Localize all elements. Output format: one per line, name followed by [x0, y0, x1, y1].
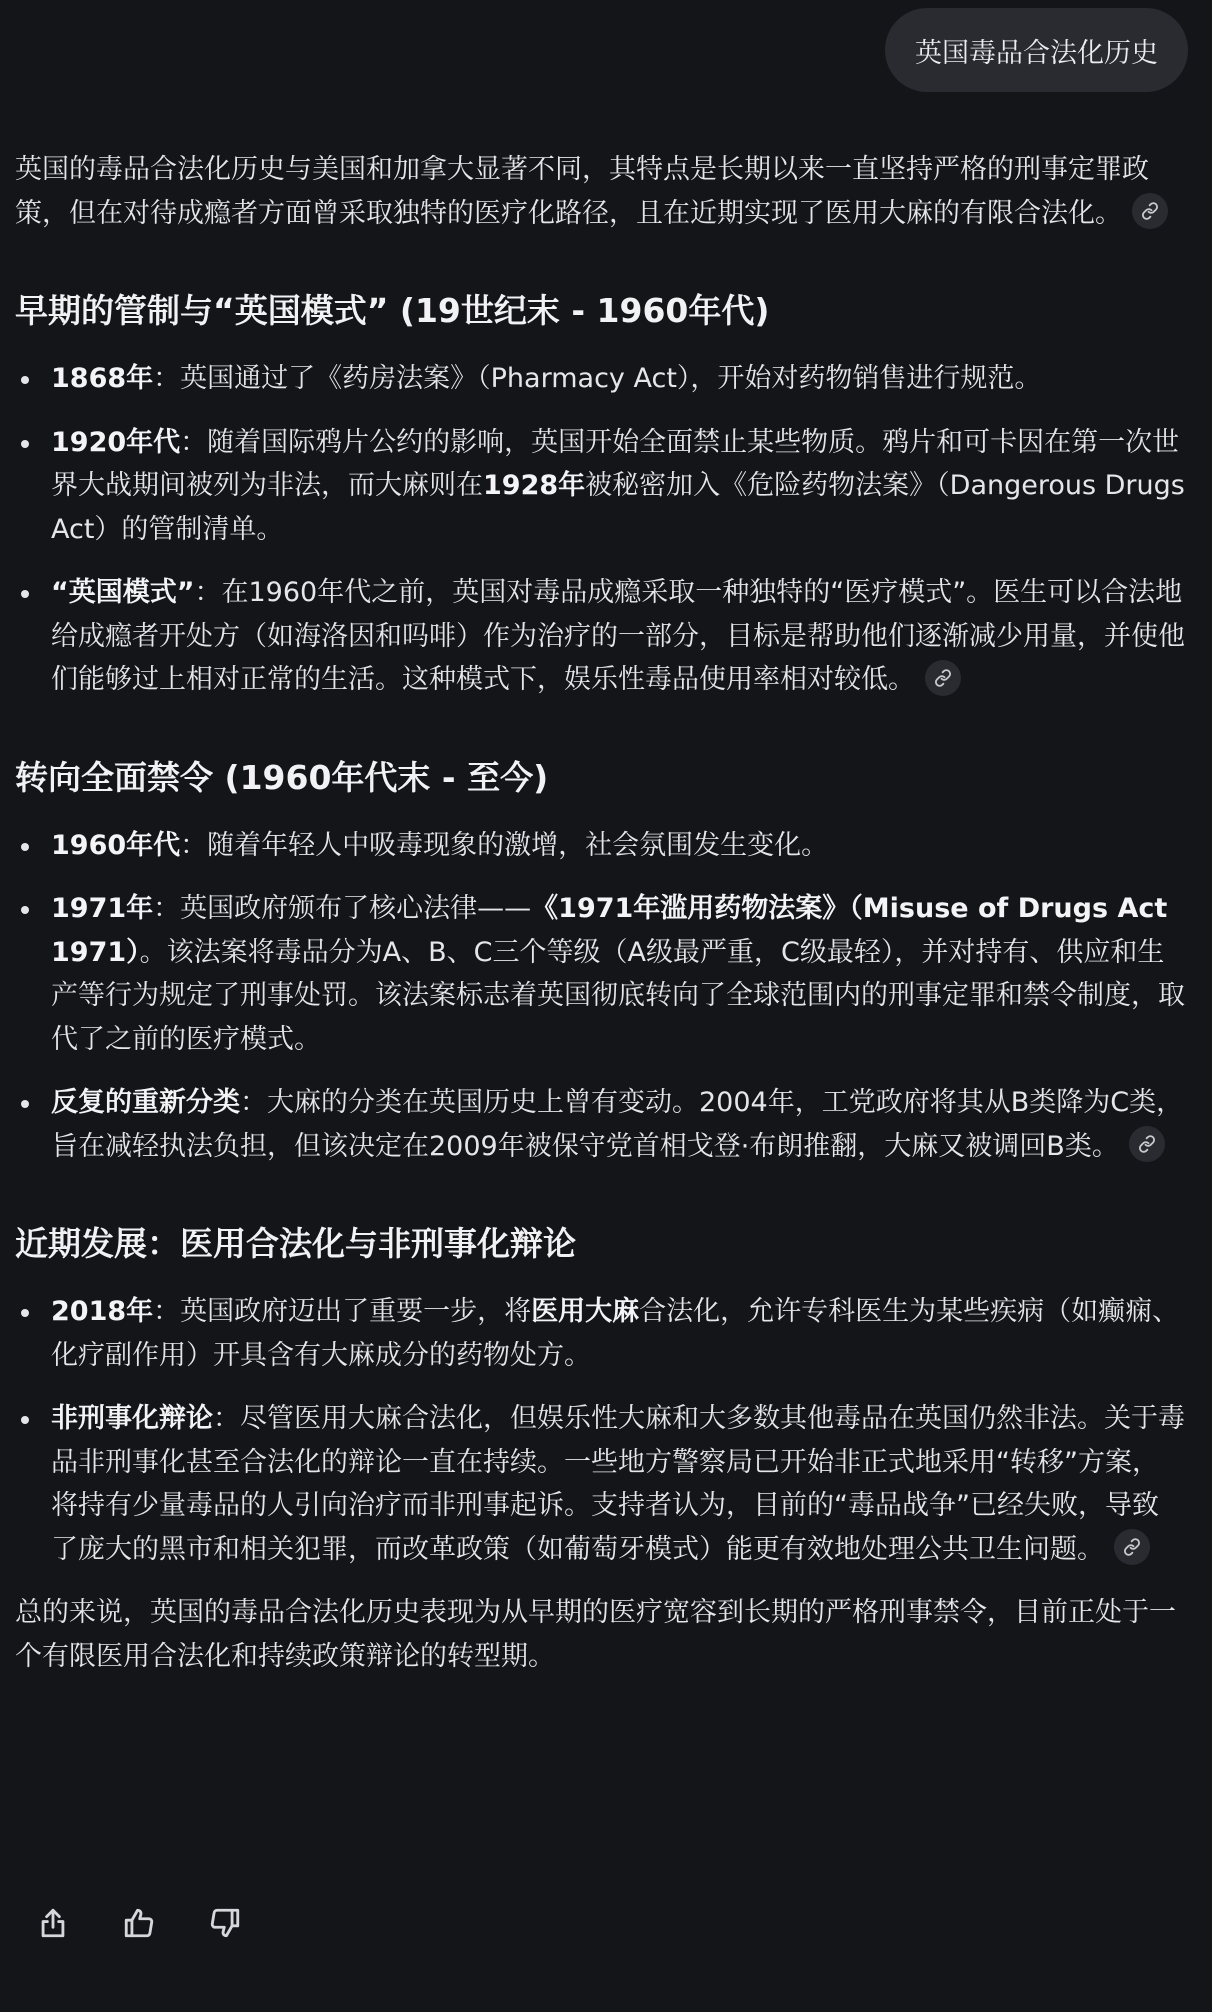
share-button[interactable] — [30, 1900, 76, 1946]
item-bold-text: 1928年 — [483, 470, 586, 501]
section-list-prohibition — [15, 824, 1185, 1169]
link-icon — [1123, 1538, 1141, 1556]
list-item — [15, 1081, 1185, 1168]
item-text: 被秘密加入《危险药物法案》（Dangerous Drugs Act）的管制清单。 — [51, 470, 1185, 545]
list-item — [15, 1397, 1185, 1571]
answer-conclusion: 总的来说，英国的毒品合法化历史表现为从早期的医疗宽容到长期的严格刑事禁令，目前正处于一个有限医用合法化和持续政策辩论的转型期。 — [15, 1597, 1176, 1672]
section-list-recent — [15, 1290, 1185, 1571]
item-separator: ： — [153, 893, 181, 924]
link-icon — [1141, 202, 1159, 220]
section-heading-early: 早期的管制与“英国模式” (19世纪末 - 1960年代) — [15, 291, 770, 330]
section-heading-prohibition: 转向全面禁令 (1960年代末 - 至今) — [15, 757, 549, 797]
item-separator: ： — [240, 1087, 267, 1118]
item-text: 随着国际鸦片公约的影响，英国开始全面禁止某些物质。鸦片和可卡因在第一次世界大战期间被列为非法，而大麻则在 — [51, 426, 1180, 501]
item-separator: ： — [213, 1403, 240, 1434]
item-separator: ： — [180, 829, 208, 861]
item-separator: ： — [194, 577, 222, 608]
source-link-button[interactable] — [1114, 1529, 1150, 1565]
source-link-button[interactable] — [1129, 1126, 1165, 1162]
list-item — [15, 824, 1185, 868]
link-icon — [934, 669, 952, 687]
thumbs-up-icon — [122, 1906, 156, 1940]
list-item — [15, 1290, 1185, 1377]
item-term: 非刑事化辩论 — [51, 1403, 213, 1434]
message-actions — [30, 1900, 248, 1946]
list-item — [15, 571, 1185, 702]
item-term: “英国模式” — [51, 577, 195, 608]
item-text: 合法化，允许专科医生为某些疾病（如癫痫、化疗副作用）开具含有大麻成分的药物处方。 — [51, 1296, 1180, 1371]
assistant-answer — [15, 148, 1185, 1678]
item-text: 在1960年代之前，英国对毒品成瘾采取一种独特的“医疗模式”。医生可以合法地给成瘾者开处方（如海洛因和吗啡）作为治疗的一部分，目标是帮助他们逐渐减少用量，并使他们能够过上相对正常的生活。这种模式下，娱乐性毒品使用率相对较低。 — [51, 577, 1185, 695]
item-term: 1960年代 — [51, 829, 181, 861]
section-list-early — [15, 357, 1185, 702]
item-bold-text: 医用大麻 — [531, 1296, 640, 1327]
answer-intro — [15, 148, 1185, 235]
item-term: 2018年 — [51, 1296, 154, 1327]
item-term: 1868年 — [51, 363, 154, 394]
item-text: 。该法案将毒品分为A、B、C三个等级（A级最严重，C级最轻），并对持有、供应和生产等行为规定了刑事处罚。该法案标志着英国彻底转向了全球范围内的刑事定罪和禁令制度，取代了之前的医疗模式。 — [51, 936, 1185, 1055]
item-term: 1971年 — [51, 893, 154, 924]
item-text: 随着年轻人中吸毒现象的激增，社会氛围发生变化。 — [207, 829, 829, 861]
link-icon — [1138, 1135, 1156, 1153]
source-link-button[interactable] — [925, 660, 961, 696]
like-button[interactable] — [116, 1900, 162, 1946]
thumbs-down-icon — [208, 1906, 242, 1940]
item-bold-text: 《1971年滥用药物法案》（Misuse of Drugs Act 1971） — [51, 893, 1168, 968]
item-term: 反复的重新分类 — [51, 1087, 240, 1118]
user-message-text: 英国毒品合法化历史 — [915, 37, 1158, 69]
item-text: 英国通过了《药房法案》（Pharmacy Act），开始对药物销售进行规范。 — [180, 363, 1042, 394]
user-message-bubble — [885, 8, 1188, 92]
source-link-button[interactable] — [1132, 193, 1168, 229]
item-separator: ： — [180, 426, 208, 458]
item-separator: ： — [153, 363, 181, 394]
section-heading-recent: 近期发展：医用合法化与非刑事化辩论 — [15, 1224, 576, 1263]
item-text: 英国政府颁布了核心法律—— — [180, 893, 532, 924]
list-item — [15, 421, 1185, 552]
item-text: 尽管医用大麻合法化，但娱乐性大麻和大多数其他毒品在英国仍然非法。关于毒品非刑事化甚至合法化的辩论一直在持续。一些地方警察局已开始非正式地采用“转移”方案，将持有少量毒品的人引向治疗而非刑事起诉。支持者认为，目前的“毒品战争”已经失败，导致了庞大的黑市和相关犯罪，而改革政策（如葡萄牙模式）能更有效地处理公共卫生问题。 — [51, 1403, 1185, 1565]
intro-text: 英国的毒品合法化历史与美国和加拿大显著不同，其特点是长期以来一直坚持严格的刑事定罪政策，但在对待成瘾者方面曾采取独特的医疗化路径，且在近期实现了医用大麻的有限合法化。 — [15, 154, 1149, 229]
list-item — [15, 887, 1185, 1061]
item-text: 英国政府迈出了重要一步，将 — [180, 1296, 532, 1327]
item-term: 1920年代 — [51, 426, 181, 458]
item-text: 大麻的分类在英国历史上曾有变动。2004年，工党政府将其从B类降为C类，旨在减轻执法负担，但该决定在2009年被保守党首相戈登·布朗推翻，大麻又被调回B类。 — [51, 1087, 1184, 1162]
dislike-button[interactable] — [202, 1900, 248, 1946]
share-icon — [36, 1906, 70, 1940]
item-separator: ： — [153, 1296, 181, 1327]
list-item — [15, 357, 1185, 401]
